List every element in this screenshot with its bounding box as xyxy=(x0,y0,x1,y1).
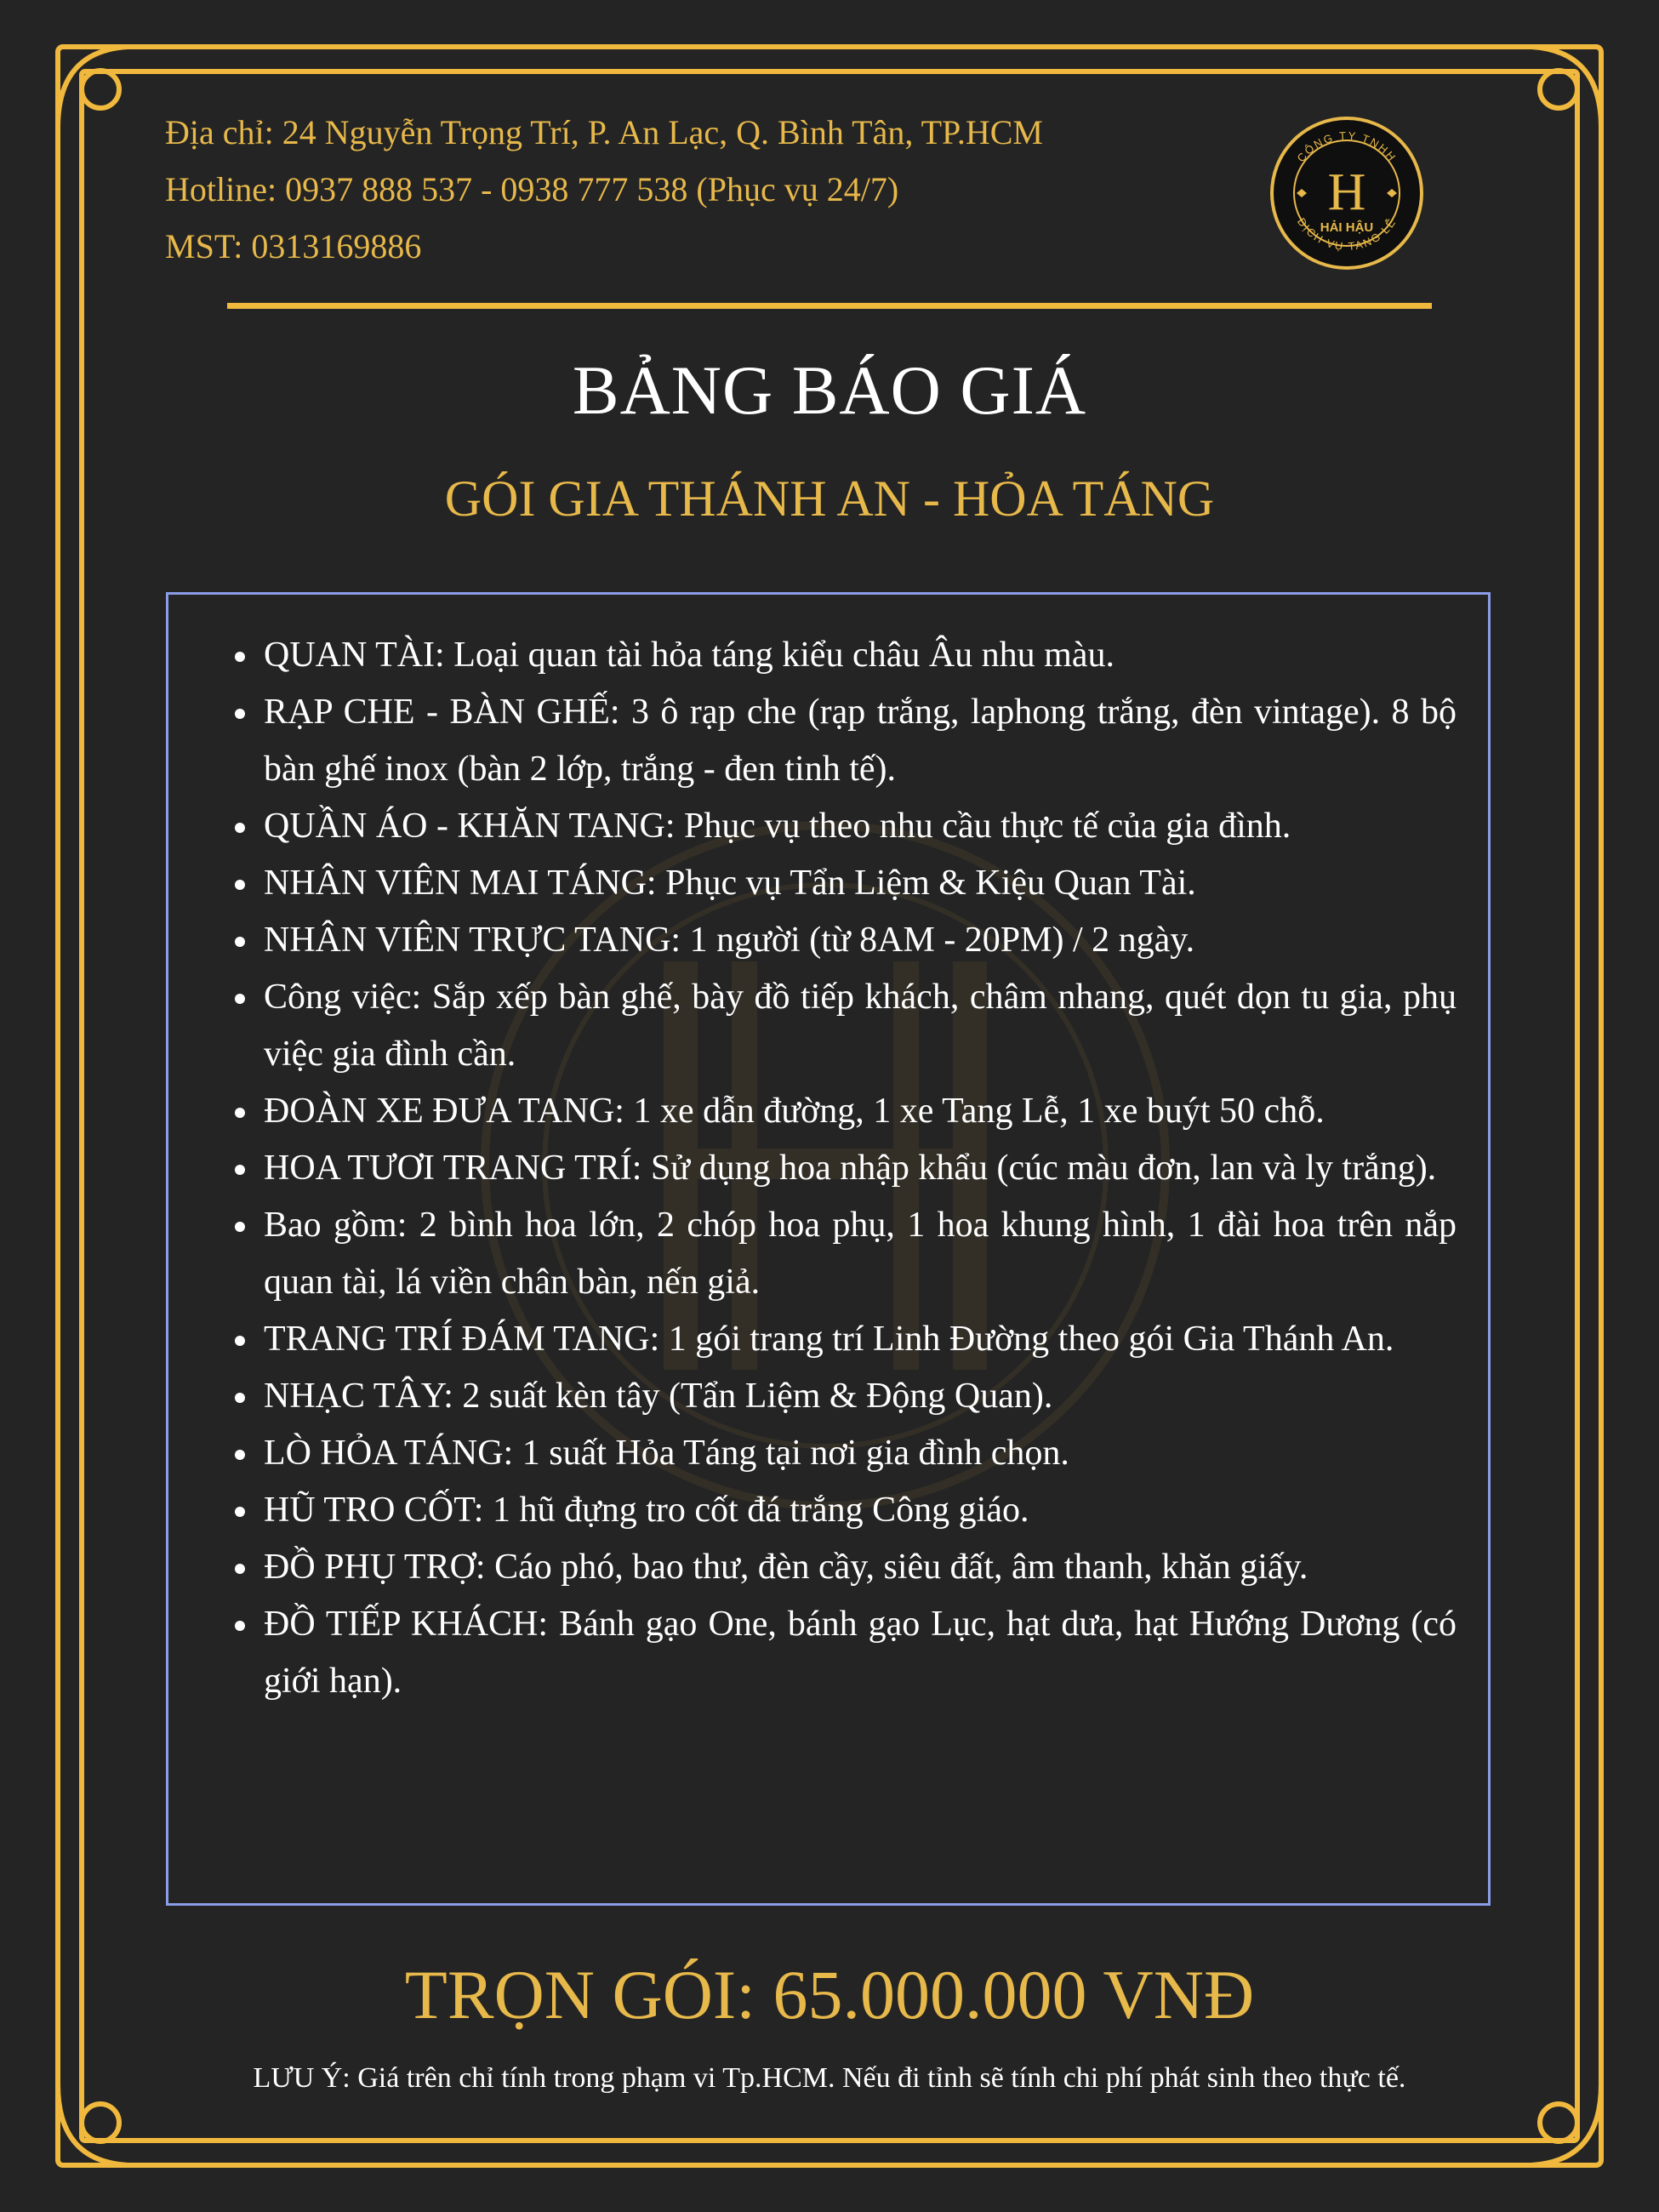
list-item: QUAN TÀI: Loại quan tài hỏa táng kiểu châu Âu nhu màu. xyxy=(264,627,1457,684)
company-address: Địa chỉ: 24 Nguyễn Trọng Trí, P. An Lạc, Q. Bình Tân, TP.HCM xyxy=(165,113,1043,151)
package-subtitle: GÓI GIA THÁNH AN - HỎA TÁNG xyxy=(444,470,1215,527)
company-tax-id: MST: 0313169886 xyxy=(165,227,422,265)
list-item: ĐỒ PHỤ TRỢ: Cáo phó, bao thư, đèn cầy, siêu đất, âm thanh, khăn giấy. xyxy=(264,1539,1457,1596)
list-item: TRANG TRÍ ĐÁM TANG: 1 gói trang trí Linh Đường theo gói Gia Thánh An. xyxy=(264,1311,1457,1368)
list-item: ĐOÀN XE ĐƯA TANG: 1 xe dẫn đường, 1 xe Tang Lễ, 1 xe buýt 50 chỗ. xyxy=(264,1083,1457,1140)
package-items-box xyxy=(166,592,1491,1906)
list-item: ĐỒ TIẾP KHÁCH: Bánh gạo One, bánh gạo Lục, hạt dưa, hạt Hướng Dương (có giới hạn). xyxy=(264,1596,1457,1710)
logo-arc-top: CÔNG TY TNHH xyxy=(1294,128,1400,165)
list-item: NHẠC TÂY: 2 suất kèn tây (Tẩn Liệm & Động Quan). xyxy=(264,1368,1457,1425)
header-divider xyxy=(227,303,1432,309)
company-info xyxy=(165,104,1043,275)
list-item: HOA TƯƠI TRANG TRÍ: Sử dụng hoa nhập khẩu (cúc màu đơn, lan và ly trắng). xyxy=(264,1140,1457,1197)
list-item: QUẦN ÁO - KHĂN TANG: Phục vụ theo nhu cầu thực tế của gia đình. xyxy=(264,798,1457,855)
page-title: BẢNG BÁO GIÁ xyxy=(572,351,1087,429)
company-logo xyxy=(1268,114,1426,272)
list-item: Công việc: Sắp xếp bàn ghế, bày đồ tiếp khách, châm nhang, quét dọn tu gia, phụ việc gia đình cần. xyxy=(264,969,1457,1083)
list-item: NHÂN VIÊN MAI TÁNG: Phục vụ Tẩn Liệm & Kiệu Quan Tài. xyxy=(264,855,1457,912)
logo-arc-bottom: DỊCH VỤ TANG LỄ xyxy=(1294,215,1400,254)
logo-letter: H xyxy=(1327,163,1366,221)
list-item: LÒ HỎA TÁNG: 1 suất Hỏa Táng tại nơi gia đình chọn. xyxy=(264,1425,1457,1482)
list-item: RẠP CHE - BÀN GHẾ: 3 ô rạp che (rạp trắng, laphong trắng, đèn vintage). 8 bộ bàn ghế inox (bàn 2 lớp, trắng - đen tinh tế). xyxy=(264,684,1457,798)
list-item: NHÂN VIÊN TRỰC TANG: 1 người (từ 8AM - 20PM) / 2 ngày. xyxy=(264,912,1457,969)
total-price: TRỌN GÓI: 65.000.000 VNĐ xyxy=(404,1956,1255,2033)
package-items-list xyxy=(264,627,1457,1710)
company-hotline: Hotline: 0937 888 537 - 0938 777 538 (Phục vụ 24/7) xyxy=(165,170,899,208)
logo-brand: HẢI HẬU xyxy=(1320,220,1374,235)
list-item: Bao gồm: 2 bình hoa lớn, 2 chóp hoa phụ, 1 hoa khung hình, 1 đài hoa trên nắp quan tài, lá viền chân bàn, nến giả. xyxy=(264,1197,1457,1311)
list-item: HŨ TRO CỐT: 1 hũ đựng tro cốt đá trắng Công giáo. xyxy=(264,1482,1457,1539)
price-note: LƯU Ý: Giá trên chỉ tính trong phạm vi Tp.HCM. Nếu đi tỉnh sẽ tính chi phí phát sinh theo thực tế. xyxy=(253,2062,1406,2094)
